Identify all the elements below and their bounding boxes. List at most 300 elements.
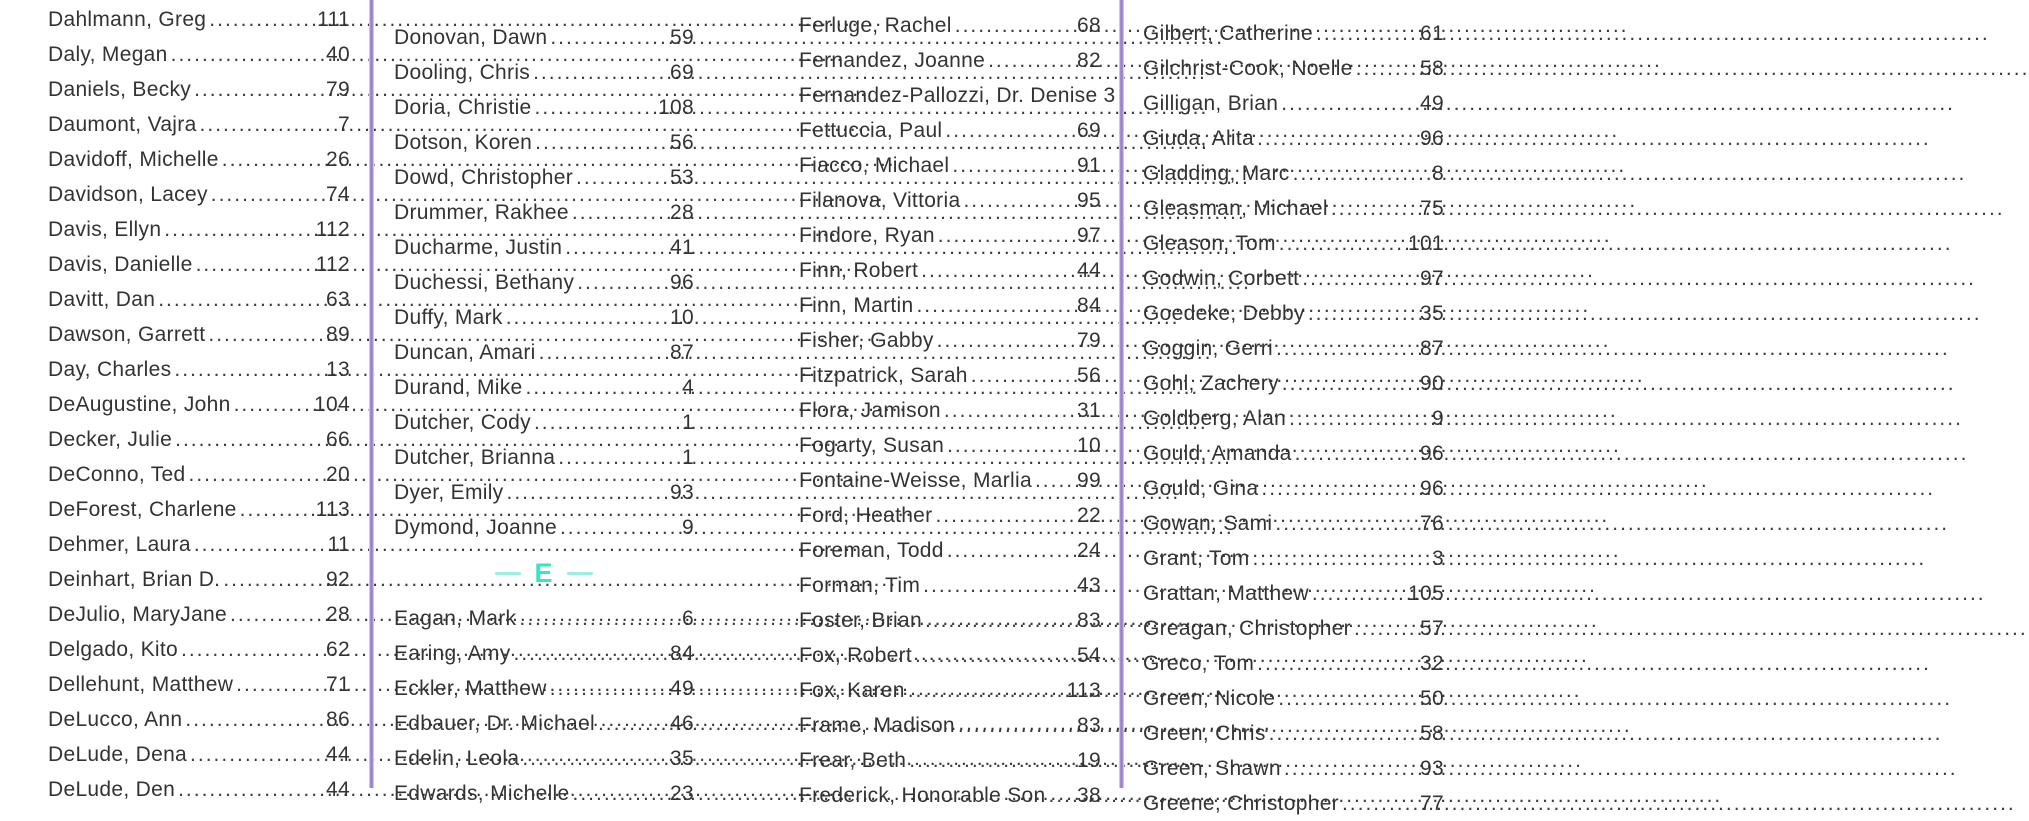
entry-page: 9 bbox=[682, 516, 694, 539]
dot-leader bbox=[947, 533, 1074, 568]
index-entry bbox=[48, 72, 350, 107]
entry-page: 46 bbox=[670, 712, 694, 735]
entry-page: 41 bbox=[670, 236, 694, 259]
entry-name: Green, Nicole bbox=[1143, 687, 1276, 710]
index-entry bbox=[394, 671, 694, 706]
dot-leader bbox=[234, 387, 311, 422]
index-entry bbox=[48, 527, 350, 562]
entry-page: 89 bbox=[326, 323, 350, 346]
dot-leader bbox=[550, 20, 667, 55]
index-column-1 bbox=[48, 0, 350, 807]
entry-page: 44 bbox=[326, 778, 350, 801]
dot-leader bbox=[175, 422, 323, 457]
index-entry bbox=[394, 90, 694, 125]
entry-name: Daly, Megan bbox=[48, 43, 168, 66]
index-entry bbox=[799, 393, 1101, 428]
dot-leader bbox=[1308, 296, 1417, 331]
index-entry bbox=[799, 218, 1101, 253]
entry-name: Flora, Jamison bbox=[799, 399, 941, 422]
entry-name: Duchessi, Bethany bbox=[394, 271, 575, 294]
dot-leader bbox=[194, 527, 325, 562]
entry-name: Deinhart, Brian D. bbox=[48, 568, 221, 591]
index-entry bbox=[48, 142, 350, 177]
index-column-2 bbox=[394, 0, 694, 811]
index-entry bbox=[1143, 611, 1444, 646]
dot-leader bbox=[988, 43, 1074, 78]
index-entry bbox=[799, 708, 1101, 743]
dot-leader bbox=[958, 708, 1074, 743]
index-entry bbox=[799, 673, 1101, 708]
dot-leader bbox=[944, 393, 1074, 428]
entry-name: Frear, Beth bbox=[799, 749, 907, 772]
entry-name: Giuda, Alita bbox=[1143, 127, 1254, 150]
entry-name: Filanova, Vittoria bbox=[799, 189, 961, 212]
entry-page: 1 bbox=[682, 411, 694, 434]
index-entry bbox=[394, 636, 694, 671]
index-entry bbox=[48, 282, 350, 317]
entry-page: 40 bbox=[326, 43, 350, 66]
entry-name: Finn, Robert bbox=[799, 259, 919, 282]
index-entry bbox=[394, 265, 694, 300]
entry-page: 38 bbox=[1077, 784, 1101, 807]
entry-name: Grant, Tom bbox=[1143, 547, 1250, 570]
dot-leader bbox=[539, 335, 667, 370]
dot-leader bbox=[916, 288, 1074, 323]
index-entry bbox=[799, 323, 1101, 358]
entry-page: 6 bbox=[682, 607, 694, 630]
index-column-3 bbox=[799, 0, 1116, 813]
index-entry bbox=[799, 638, 1101, 673]
index-entry bbox=[394, 440, 694, 475]
entry-page: 28 bbox=[326, 603, 350, 626]
entry-page: 68 bbox=[1077, 14, 1101, 37]
index-entry bbox=[394, 741, 694, 776]
index-entry bbox=[1143, 576, 1444, 611]
index-entry bbox=[1143, 51, 1444, 86]
index-entry bbox=[48, 772, 350, 807]
dot-leader bbox=[1257, 646, 1417, 681]
entry-page: 77 bbox=[1420, 792, 1444, 815]
dot-leader bbox=[1035, 463, 1074, 498]
entry-page: 58 bbox=[1420, 722, 1444, 745]
entry-page: 22 bbox=[1077, 504, 1101, 527]
entry-name: Fernandez, Joanne bbox=[799, 49, 986, 72]
entry-page: 90 bbox=[1420, 372, 1444, 395]
entry-name: Durand, Mike bbox=[394, 376, 523, 399]
entry-page: 63 bbox=[326, 288, 350, 311]
index-entry bbox=[799, 533, 1101, 568]
dot-leader bbox=[208, 317, 323, 352]
entry-page: 84 bbox=[1077, 294, 1101, 317]
dot-leader bbox=[522, 741, 667, 776]
entry-name: Green, Chris bbox=[1143, 722, 1266, 745]
entry-page: 95 bbox=[1077, 189, 1101, 212]
entry-name: Fiacco, Michael bbox=[799, 154, 950, 177]
entry-name: Frederick, Honorable Son bbox=[799, 784, 1046, 807]
dot-leader bbox=[1261, 471, 1417, 506]
index-entry bbox=[48, 632, 350, 667]
dot-leader bbox=[1252, 541, 1429, 576]
index-entry bbox=[799, 603, 1101, 638]
entry-name: Duffy, Mark bbox=[394, 306, 503, 329]
dot-leader bbox=[506, 475, 667, 510]
entry-name: Ferluge, Rachel bbox=[799, 14, 952, 37]
dot-leader bbox=[196, 247, 313, 282]
entry-page: 87 bbox=[1420, 337, 1444, 360]
entry-name: DeLucco, Ann bbox=[48, 708, 183, 731]
entry-name: Dutcher, Cody bbox=[394, 411, 531, 434]
index-column-4 bbox=[1143, 0, 1444, 821]
entry-page: 20 bbox=[326, 463, 350, 486]
dot-leader bbox=[178, 772, 323, 807]
entry-name: Edelin, Leola bbox=[394, 747, 520, 770]
entry-name: Doria, Christie bbox=[394, 96, 532, 119]
entry-name: Dutcher, Brianna bbox=[394, 446, 556, 469]
section-dash-icon bbox=[567, 572, 593, 575]
dot-leader bbox=[565, 230, 667, 265]
dot-leader bbox=[535, 90, 656, 125]
entry-page: 112 bbox=[315, 253, 350, 276]
dot-leader bbox=[222, 142, 323, 177]
dot-leader bbox=[1316, 16, 1417, 51]
entry-name: Davis, Danielle bbox=[48, 253, 193, 276]
index-entry bbox=[1143, 16, 1444, 51]
index-entry bbox=[394, 335, 694, 370]
index-entry bbox=[799, 358, 1101, 393]
index-entry bbox=[48, 317, 350, 352]
entry-page: 28 bbox=[670, 201, 694, 224]
entry-name: Daumont, Vajra bbox=[48, 113, 197, 136]
entry-page: 113 bbox=[315, 498, 350, 521]
entry-name: Goedeke, Debby bbox=[1143, 302, 1305, 325]
entry-page: 113 bbox=[1066, 679, 1101, 702]
entry-name: DeAugustine, John bbox=[48, 393, 231, 416]
index-entry bbox=[1143, 121, 1444, 156]
index-entry bbox=[799, 78, 1116, 113]
dot-leader bbox=[1354, 611, 1417, 646]
entry-page: 108 bbox=[658, 96, 694, 119]
dot-leader bbox=[923, 568, 1074, 603]
index-entry bbox=[1143, 716, 1444, 751]
entry-name: Drummer, Rakhee bbox=[394, 201, 569, 224]
entry-name: Goggin, Gerri bbox=[1143, 337, 1273, 360]
entry-name: Foreman, Todd bbox=[799, 539, 944, 562]
entry-page: 56 bbox=[670, 131, 694, 154]
entry-name: Fitzpatrick, Sarah bbox=[799, 364, 968, 387]
index-entry bbox=[394, 370, 694, 405]
dot-leader bbox=[506, 300, 667, 335]
entry-page: 101 bbox=[1408, 232, 1444, 255]
index-entry bbox=[1143, 646, 1444, 681]
entry-name: Delgado, Kito bbox=[48, 638, 178, 661]
entry-page: 79 bbox=[326, 78, 350, 101]
entry-page: 83 bbox=[1077, 714, 1101, 737]
entry-page: 19 bbox=[1077, 749, 1101, 772]
entry-name: Davitt, Dan bbox=[48, 288, 156, 311]
dot-leader bbox=[1279, 226, 1405, 261]
index-entry bbox=[799, 288, 1101, 323]
dot-leader bbox=[236, 667, 323, 702]
entry-page: 76 bbox=[1420, 512, 1444, 535]
entry-page: 112 bbox=[315, 218, 350, 241]
index-entry bbox=[1143, 541, 1444, 576]
entry-page: 26 bbox=[326, 148, 350, 171]
section-letter: E bbox=[534, 557, 554, 588]
entry-name: Fox, Robert bbox=[799, 644, 913, 667]
entry-name: Fisher, Gabby bbox=[799, 329, 934, 352]
index-entry bbox=[1143, 506, 1444, 541]
entry-name: Foster, Brian bbox=[799, 609, 922, 632]
entry-name: DeConno, Ted bbox=[48, 463, 186, 486]
index-entry bbox=[48, 597, 350, 632]
dot-leader bbox=[577, 265, 667, 300]
dot-leader bbox=[963, 183, 1074, 218]
entry-page: 93 bbox=[1420, 757, 1444, 780]
index-entry bbox=[1143, 86, 1444, 121]
entry-name: Fontaine-Weisse, Marlia bbox=[799, 469, 1032, 492]
entry-page: 57 bbox=[1420, 617, 1444, 640]
dot-leader bbox=[1257, 121, 1417, 156]
entry-name: Fogarty, Susan bbox=[799, 434, 945, 457]
entry-name: Gilbert, Catherine bbox=[1143, 22, 1313, 45]
entry-name: Gohl, Zachery bbox=[1143, 372, 1279, 395]
entry-name: Greagan, Christopher bbox=[1143, 617, 1351, 640]
entry-page: 24 bbox=[1077, 539, 1101, 562]
dot-leader bbox=[925, 603, 1074, 638]
dot-leader bbox=[937, 323, 1074, 358]
dot-leader bbox=[1284, 751, 1417, 786]
entry-name: Ducharme, Justin bbox=[394, 236, 563, 259]
entry-page: 104 bbox=[314, 393, 350, 416]
entry-page: 92 bbox=[326, 568, 350, 591]
dot-leader bbox=[573, 776, 668, 811]
index-entry bbox=[1143, 681, 1444, 716]
dot-leader bbox=[223, 562, 323, 597]
entry-page: 96 bbox=[670, 271, 694, 294]
entry-page: 1 bbox=[682, 446, 694, 469]
entry-name: Dahlmann, Greg bbox=[48, 8, 207, 31]
index-entry bbox=[48, 422, 350, 457]
dot-leader bbox=[909, 743, 1074, 778]
entry-name: Day, Charles bbox=[48, 358, 172, 381]
dot-leader bbox=[181, 632, 323, 667]
index-entry bbox=[1143, 786, 1444, 821]
index-entry bbox=[48, 177, 350, 212]
entry-name: Davis, Ellyn bbox=[48, 218, 162, 241]
entry-page: 10 bbox=[1077, 434, 1101, 457]
index-entry bbox=[1143, 296, 1444, 331]
entry-name: Dooling, Chris bbox=[394, 61, 531, 84]
index-entry bbox=[394, 160, 694, 195]
entry-page: 58 bbox=[1420, 57, 1444, 80]
index-entry bbox=[48, 2, 350, 37]
entry-name: DeLude, Den bbox=[48, 778, 176, 801]
entry-page: 69 bbox=[1077, 119, 1101, 142]
index-entry bbox=[1143, 261, 1444, 296]
entry-name: Gleasman, Michael bbox=[1143, 197, 1328, 220]
entry-page: 74 bbox=[326, 183, 350, 206]
dot-leader bbox=[971, 358, 1074, 393]
entry-name: Gladding, Marc bbox=[1143, 162, 1290, 185]
entry-page: 49 bbox=[1420, 92, 1444, 115]
index-entry bbox=[799, 8, 1101, 43]
entry-name: Eckler, Matthew bbox=[394, 677, 547, 700]
entry-name: Godwin, Corbett bbox=[1143, 267, 1300, 290]
section-header bbox=[394, 545, 694, 601]
dot-leader bbox=[1276, 331, 1417, 366]
dot-leader bbox=[915, 638, 1074, 673]
entry-name: Grattan, Matthew bbox=[1143, 582, 1309, 605]
index-entry bbox=[48, 492, 350, 527]
index-entry bbox=[394, 300, 694, 335]
dot-leader bbox=[908, 673, 1064, 708]
dot-leader bbox=[200, 107, 335, 142]
dot-leader bbox=[1278, 681, 1417, 716]
index-entry bbox=[48, 457, 350, 492]
entry-page: 10 bbox=[670, 306, 694, 329]
dot-leader bbox=[935, 498, 1074, 533]
entry-page: 93 bbox=[670, 481, 694, 504]
index-entry bbox=[48, 667, 350, 702]
entry-page: 31 bbox=[1077, 399, 1101, 422]
dot-leader bbox=[572, 195, 667, 230]
dot-leader bbox=[1356, 51, 1417, 86]
dot-leader bbox=[938, 218, 1074, 253]
column-separator bbox=[1119, 0, 1124, 788]
index-entry bbox=[799, 463, 1101, 498]
index-entry bbox=[799, 498, 1101, 533]
dot-leader bbox=[171, 37, 323, 72]
entry-name: Decker, Julie bbox=[48, 428, 173, 451]
entry-page: 53 bbox=[670, 166, 694, 189]
index-entry bbox=[799, 43, 1101, 78]
entry-name: Greene, Christopher bbox=[1143, 792, 1339, 815]
entry-name: Finn, Martin bbox=[799, 294, 914, 317]
index-entry bbox=[394, 20, 694, 55]
entry-page: 35 bbox=[670, 747, 694, 770]
index-entry bbox=[799, 113, 1101, 148]
entry-name: Davidoff, Michelle bbox=[48, 148, 219, 171]
index-entry bbox=[48, 247, 350, 282]
entry-page: 97 bbox=[1077, 224, 1101, 247]
entry-name: Dotson, Koren bbox=[394, 131, 533, 154]
entry-page: 9 bbox=[1432, 407, 1444, 430]
dot-leader bbox=[576, 160, 667, 195]
index-entry bbox=[394, 601, 694, 636]
dot-leader bbox=[1275, 506, 1417, 541]
entry-name: Gilligan, Brian bbox=[1143, 92, 1279, 115]
entry-page: 75 bbox=[1420, 197, 1444, 220]
entry-page: 99 bbox=[1077, 469, 1101, 492]
entry-name: Daniels, Becky bbox=[48, 78, 192, 101]
index-entry bbox=[1143, 156, 1444, 191]
entry-name: Dowd, Christopher bbox=[394, 166, 574, 189]
entry-page: 86 bbox=[326, 708, 350, 731]
dot-leader bbox=[1049, 778, 1075, 813]
index-entry bbox=[394, 776, 694, 811]
dot-leader bbox=[535, 125, 667, 160]
index-entry bbox=[394, 475, 694, 510]
entry-page: 61 bbox=[1420, 22, 1444, 45]
entry-name: DeForest, Charlene bbox=[48, 498, 237, 521]
section-dash-icon bbox=[495, 572, 521, 575]
entry-page: 32 bbox=[1420, 652, 1444, 675]
entry-name: Edwards, Michelle bbox=[394, 782, 570, 805]
entry-page: 44 bbox=[326, 743, 350, 766]
entry-page: 96 bbox=[1420, 127, 1444, 150]
dot-leader bbox=[194, 72, 323, 107]
entry-page: 4 bbox=[682, 376, 694, 399]
entry-page: 66 bbox=[326, 428, 350, 451]
index-entry bbox=[799, 743, 1101, 778]
entry-name: Eagan, Mark bbox=[394, 607, 517, 630]
entry-page: 23 bbox=[670, 782, 694, 805]
entry-name: Dehmer, Laura bbox=[48, 533, 191, 556]
dot-leader bbox=[240, 492, 313, 527]
index-entry bbox=[394, 230, 694, 265]
entry-page: 91 bbox=[1077, 154, 1101, 177]
index-entry bbox=[48, 352, 350, 387]
entry-name: DeJulio, MaryJane bbox=[48, 603, 228, 626]
dot-leader bbox=[1302, 261, 1417, 296]
entry-page: 71 bbox=[326, 673, 350, 696]
dot-leader bbox=[1293, 156, 1429, 191]
entry-name: Frame, Madison bbox=[799, 714, 955, 737]
index-entry bbox=[1143, 436, 1444, 471]
entry-page: 49 bbox=[670, 677, 694, 700]
entry-name: Gowan, Sami bbox=[1143, 512, 1273, 535]
entry-page: 13 bbox=[326, 358, 350, 381]
entry-page: 44 bbox=[1077, 259, 1101, 282]
entry-page: 11 bbox=[327, 533, 350, 556]
dot-leader bbox=[519, 601, 679, 636]
dot-leader bbox=[525, 370, 679, 405]
entry-name: Duncan, Amari bbox=[394, 341, 536, 364]
entry-name: Gleason, Tom bbox=[1143, 232, 1276, 255]
dot-leader bbox=[211, 177, 323, 212]
entry-page: 59 bbox=[670, 26, 694, 49]
index-entry bbox=[799, 778, 1101, 813]
entry-name: Gilchrist-Cook, Noelle bbox=[1143, 57, 1353, 80]
index-entry bbox=[48, 387, 350, 422]
dot-leader bbox=[550, 671, 667, 706]
entry-page: 54 bbox=[1077, 644, 1101, 667]
index-entry bbox=[48, 702, 350, 737]
index-entry bbox=[1143, 751, 1444, 786]
entry-page: 83 bbox=[1077, 609, 1101, 632]
entry-name: DeLude, Dena bbox=[48, 743, 188, 766]
dot-leader bbox=[1281, 86, 1417, 121]
entry-page: 50 bbox=[1420, 687, 1444, 710]
dot-leader bbox=[955, 8, 1074, 43]
entry-name: Davidson, Lacey bbox=[48, 183, 208, 206]
index-entry bbox=[1143, 226, 1444, 261]
entry-name: Ford, Heather bbox=[799, 504, 933, 527]
index-entry bbox=[1143, 191, 1444, 226]
dot-leader bbox=[209, 2, 314, 37]
dot-leader bbox=[534, 405, 679, 440]
entry-page: 56 bbox=[1077, 364, 1101, 387]
dot-leader bbox=[158, 282, 323, 317]
entry-page: 96 bbox=[1420, 477, 1444, 500]
dot-leader bbox=[164, 212, 312, 247]
index-entry bbox=[394, 125, 694, 160]
entry-name: Fernandez-Pallozzi, Dr. Denise bbox=[799, 84, 1098, 107]
dot-leader bbox=[1331, 191, 1417, 226]
dot-leader bbox=[533, 55, 667, 90]
entry-page: 97 bbox=[1420, 267, 1444, 290]
entry-page: 7 bbox=[338, 113, 350, 136]
